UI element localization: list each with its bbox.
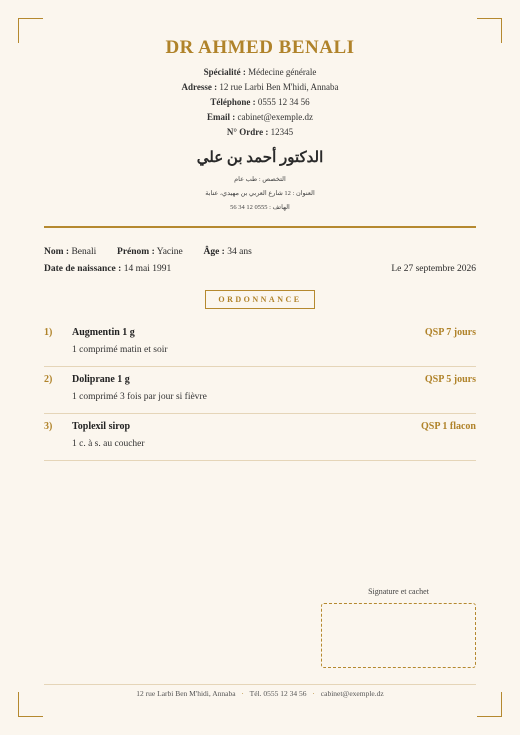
order-label: N° Ordre :: [226, 127, 269, 137]
specialty-line: [44, 65, 476, 80]
footer-separator: ·: [312, 689, 315, 698]
medication-number: 2): [44, 374, 53, 385]
medication-item: [44, 367, 476, 414]
specialty-value-arabic: طب عام: [234, 176, 258, 183]
order-value: 12345: [270, 127, 294, 137]
medication-name: Doliprane 1 g: [72, 374, 130, 385]
dob-value: 14 mai 1991: [123, 264, 172, 274]
medication-duration: QSP 1 flacon: [420, 421, 476, 432]
footer-email: cabinet@exemple.dz: [320, 689, 384, 698]
address-label: Adresse :: [181, 82, 218, 92]
phone-label-arabic: الهاتف :: [269, 204, 290, 211]
medication-posology: 1 c. à s. au coucher: [72, 439, 145, 449]
medication-name: Toplexil sirop: [72, 421, 131, 432]
doctor-header: [44, 37, 476, 215]
address-value: 12 rue Larbi Ben M'hidi, Annaba: [219, 82, 339, 92]
lastname-value: Benali: [71, 247, 97, 257]
footer-separator: ·: [241, 689, 244, 698]
medication-posology: 1 comprimé 3 fois par jour si fièvre: [72, 392, 207, 402]
phone-label: Téléphone :: [210, 97, 256, 107]
address-label-arabic: العنوان :: [292, 190, 315, 197]
email-value: cabinet@exemple.dz: [237, 112, 313, 122]
specialty-line-arabic: [44, 173, 476, 187]
firstname-value: Yacine: [156, 247, 183, 257]
corner-ornament-top-left: [18, 18, 43, 43]
specialty-label: Spécialité :: [203, 67, 246, 77]
medication-name: Augmentin 1 g: [72, 327, 135, 338]
prescription-date: Le 27 septembre 2026: [391, 264, 476, 274]
specialty-value: Médecine générale: [248, 67, 317, 77]
medication-item: [44, 320, 476, 367]
email-label: Email :: [206, 112, 236, 122]
footer-phone: Tél. 0555 12 34 56: [249, 689, 307, 698]
phone-value-arabic: 0555 12 34 56: [230, 204, 268, 211]
corner-ornament-bottom-left: [18, 692, 43, 717]
lastname-label: Nom :: [44, 247, 70, 257]
order-line: [44, 125, 476, 140]
corner-ornament-top-right: [477, 18, 502, 43]
phone-line: [44, 95, 476, 110]
firstname-label: Prénom :: [117, 247, 155, 257]
specialty-label-arabic: التخصص :: [258, 176, 286, 183]
footer: [44, 689, 476, 698]
footer-address: 12 rue Larbi Ben M'hidi, Annaba: [136, 689, 236, 698]
prescription-title: ORDONNANCE: [205, 290, 315, 309]
address-line: [44, 80, 476, 95]
signature-label: Signature et cachet: [368, 587, 429, 596]
doctor-name-arabic: الدكتور أحمد بن علي: [196, 150, 324, 166]
patient-row-1: [44, 245, 476, 260]
age-value: 34 ans: [227, 247, 252, 257]
dob-label: Date de naissance :: [44, 264, 122, 274]
footer-divider: [44, 684, 476, 685]
email-line: [44, 110, 476, 125]
medication-item: [44, 414, 476, 461]
medication-number: 1): [44, 327, 53, 338]
phone-line-arabic: [44, 201, 476, 215]
address-value-arabic: 12 شارع العربي بن مهيدي، عنابة: [205, 190, 291, 197]
medication-duration: QSP 7 jours: [424, 327, 476, 338]
medication-number: 3): [44, 421, 53, 432]
header-divider: [44, 226, 476, 228]
doctor-name: DR AHMED BENALI: [165, 37, 355, 58]
medication-duration: QSP 5 jours: [424, 374, 476, 385]
medication-posology: 1 comprimé matin et soir: [72, 345, 168, 355]
patient-row-2: [44, 262, 476, 277]
phone-value: 0555 12 34 56: [257, 97, 310, 107]
age-label: Âge :: [203, 247, 225, 257]
signature-box: [321, 603, 476, 668]
medication-list: [44, 320, 476, 461]
address-line-arabic: [44, 187, 476, 201]
patient-info: [44, 245, 476, 277]
corner-ornament-bottom-right: [477, 692, 502, 717]
